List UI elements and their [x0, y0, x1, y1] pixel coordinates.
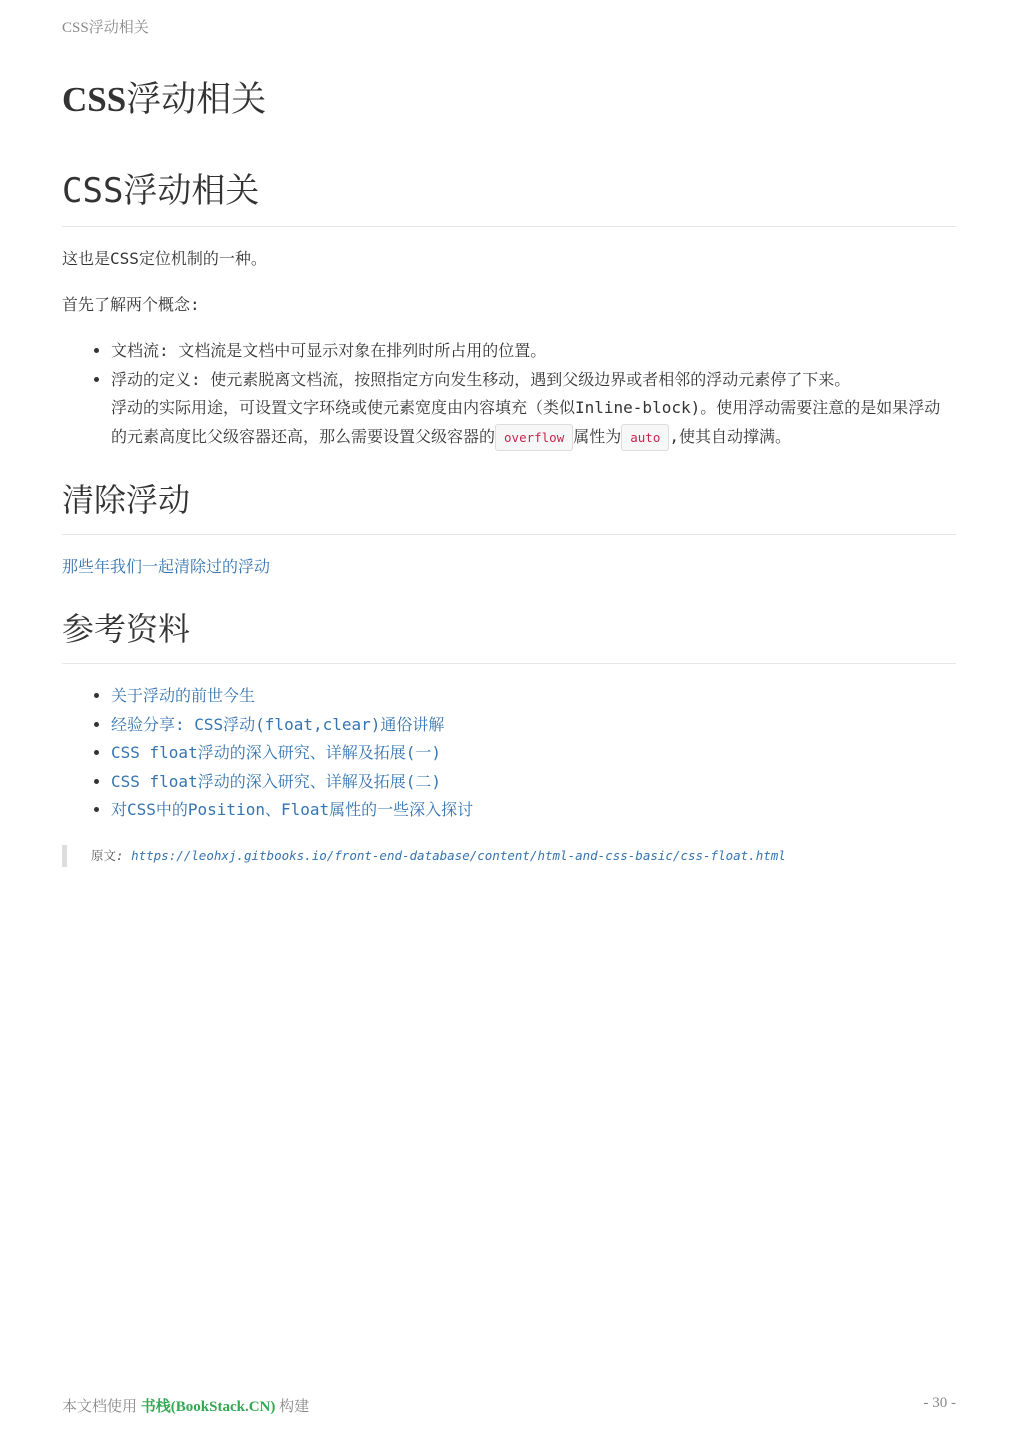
reference-item — [111, 682, 956, 711]
reference-item — [111, 739, 956, 768]
reference-item — [111, 711, 956, 740]
reference-link-2[interactable]: 经验分享: CSS浮动(float,clear)通俗讲解 — [111, 714, 445, 734]
float-usage-after: ,使其自动撑满。 — [669, 426, 791, 446]
float-usage-middle: 属性为 — [573, 426, 622, 446]
clear-float-link[interactable]: 那些年我们一起清除过的浮动 — [62, 557, 271, 576]
footer-prefix: 本文档使用 — [62, 1399, 141, 1415]
reference-item — [111, 796, 956, 825]
footer-credit — [62, 1395, 309, 1416]
references-list — [62, 682, 956, 825]
chapter-title — [62, 72, 956, 128]
source-colon: : — [116, 847, 132, 863]
clear-float-paragraph — [62, 553, 956, 581]
reference-link-5[interactable]: 对CSS中的Position、Float属性的一些深入探讨 — [111, 800, 474, 819]
source-url-link[interactable]: https://leohxj.gitbooks.io/front-end-database/content/html-and-css-basic/css-float.html — [131, 847, 786, 863]
references-heading: 参考资料 — [62, 607, 956, 664]
reference-item — [111, 768, 956, 797]
reference-link-3[interactable]: CSS float浮动的深入研究、详解及拓展(一) — [111, 743, 441, 762]
source-label: 原文 — [91, 847, 117, 863]
reference-link-1[interactable]: 关于浮动的前世今生 — [111, 686, 256, 705]
concept-float-definition: 浮动的定义: 使元素脱离文档流，按照指定方向发生移动，遇到父级边界或者相邻的浮动元素停了下来。 — [111, 369, 851, 389]
reference-link-4[interactable]: CSS float浮动的深入研究、详解及拓展(二) — [111, 771, 441, 791]
overflow-code: overflow — [495, 424, 573, 451]
concept-item-float — [111, 366, 956, 453]
intro-paragraph: 这也是CSS定位机制的一种。 — [62, 249, 267, 268]
footer-brand-link[interactable]: 书栈(BookStack.CN) — [140, 1399, 276, 1415]
concepts-list — [62, 337, 956, 452]
page-number: - 30 - — [923, 1395, 956, 1411]
chapter-title-rest: 浮动相关 — [126, 80, 267, 119]
footer-suffix: 构建 — [275, 1399, 310, 1415]
concepts-intro: 首先了解两个概念: — [62, 295, 200, 314]
float-usage-text: 浮动的实际用途，可设置文字环绕或使元素宽度由内容填充（类似Inline-block)。使用浮动需要注意的是如果浮动的元素高度比父级容器还高，那么需要设置父级容器的 — [111, 398, 941, 446]
main-heading: CSS浮动相关 — [62, 168, 956, 227]
document-content — [62, 72, 956, 867]
running-header: CSS浮动相关 — [62, 20, 149, 36]
clear-float-heading: 清除浮动 — [62, 478, 956, 535]
chapter-title-latin: CSS — [62, 80, 127, 119]
auto-code: auto — [621, 424, 669, 451]
concept-item-flow: • 文档流: 文档流是文档中可显示对象在排列时所占用的位置。 — [111, 337, 956, 366]
source-quote — [62, 845, 956, 867]
